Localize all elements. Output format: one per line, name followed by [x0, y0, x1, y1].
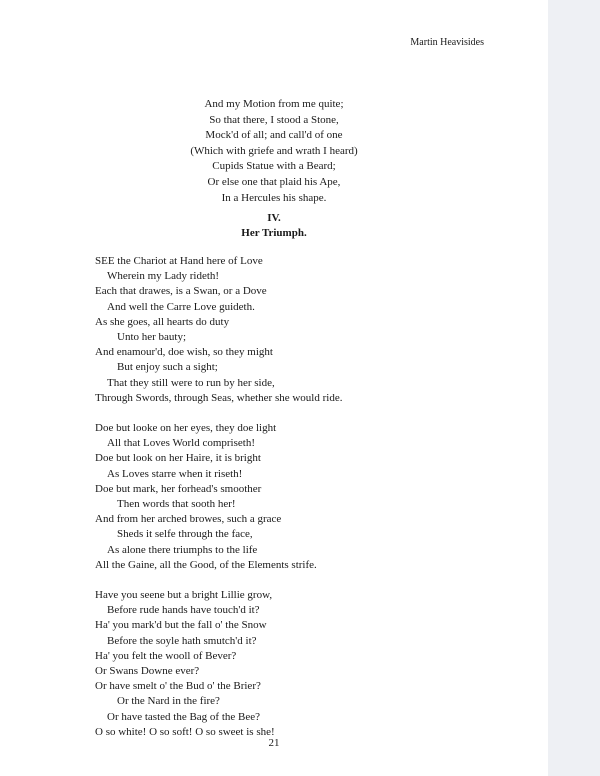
verse-line: Sheds it selfe through the face,	[117, 528, 253, 541]
verse-line: And from her arched browes, such a grace	[95, 513, 282, 526]
verse-line: Mock'd of all; and call'd of one	[205, 129, 343, 142]
verse-line: So that there, I stood a Stone,	[209, 113, 339, 126]
verse-line: Cupids Statue with a Beard;	[212, 160, 336, 173]
verse-line: Or else one that plaid his Ape,	[207, 175, 341, 188]
verse-line: As she goes, all hearts do duty	[95, 315, 230, 328]
verse-line: Or the Nard in the fire?	[117, 695, 220, 708]
verse-line: Or Swans Downe ever?	[95, 665, 200, 678]
verse-line: All that Loves World compriseth!	[107, 437, 255, 450]
stanza-1	[95, 254, 515, 406]
verse-line: Doe but mark, her forhead's smoother	[95, 482, 262, 495]
section-heading	[0, 211, 548, 241]
verse-line: And my Motion from me quite;	[204, 98, 344, 110]
verse-line: Doe but look on her Haire, it is bright	[95, 452, 261, 465]
verse-line: Through Swords, through Seas, whether she would ride.	[95, 391, 343, 404]
verse-line: Or have tasted the Bag of the Bee?	[107, 710, 261, 723]
section-title: Her Triumph.	[241, 227, 307, 239]
verse-line: Wherein my Lady rideth!	[107, 270, 220, 283]
verse-line: Or have smelt o' the Bud o' the Brier?	[95, 680, 261, 693]
stanza-3	[95, 588, 515, 740]
verse-line: As alone there triumphs to the life	[107, 543, 258, 556]
verse-line: SEE the Chariot at Hand here of Love	[95, 255, 263, 267]
verse-line: (Which with griefe and wrath I heard)	[190, 144, 358, 157]
viewer-side-panel	[548, 0, 600, 776]
verse-line: And well the Carre Love guideth.	[107, 300, 255, 313]
running-header-author: Martin Heavisides	[410, 37, 484, 48]
section-number: IV.	[267, 212, 281, 224]
verse-line: O so white! O so soft! O so sweet is she!	[95, 725, 275, 738]
verse-line: And enamour'd, doe wish, so they might	[95, 346, 273, 359]
verse-line: Ha' you felt the wooll of Bever?	[95, 649, 237, 662]
verse-line: That they still were to run by her side,	[107, 376, 275, 389]
verse-line: Before rude hands have touch'd it?	[107, 604, 260, 617]
page-number: 21	[268, 737, 280, 749]
verse-line: Ha' you mark'd but the fall o' the Snow	[95, 619, 267, 632]
verse-line: Then words that sooth her!	[117, 498, 236, 511]
intro-verse	[0, 97, 548, 206]
verse-line: All the Gaine, all the Good, of the Elements strife.	[95, 558, 317, 571]
verse-line: In a Hercules his shape.	[221, 191, 327, 204]
verse-line: As Loves starre when it riseth!	[107, 467, 243, 480]
verse-line: Each that drawes, is a Swan, or a Dove	[95, 285, 267, 298]
verse-line: Unto her bauty;	[117, 331, 187, 344]
verse-line: Before the soyle hath smutch'd it?	[107, 634, 257, 647]
poem-body	[95, 254, 515, 755]
verse-line: Doe but looke on her eyes, they doe light	[95, 422, 277, 435]
verse-line: Have you seene but a bright Lillie grow,	[95, 589, 273, 602]
verse-line: But enjoy such a sight;	[117, 361, 218, 374]
stanza-2	[95, 421, 515, 573]
